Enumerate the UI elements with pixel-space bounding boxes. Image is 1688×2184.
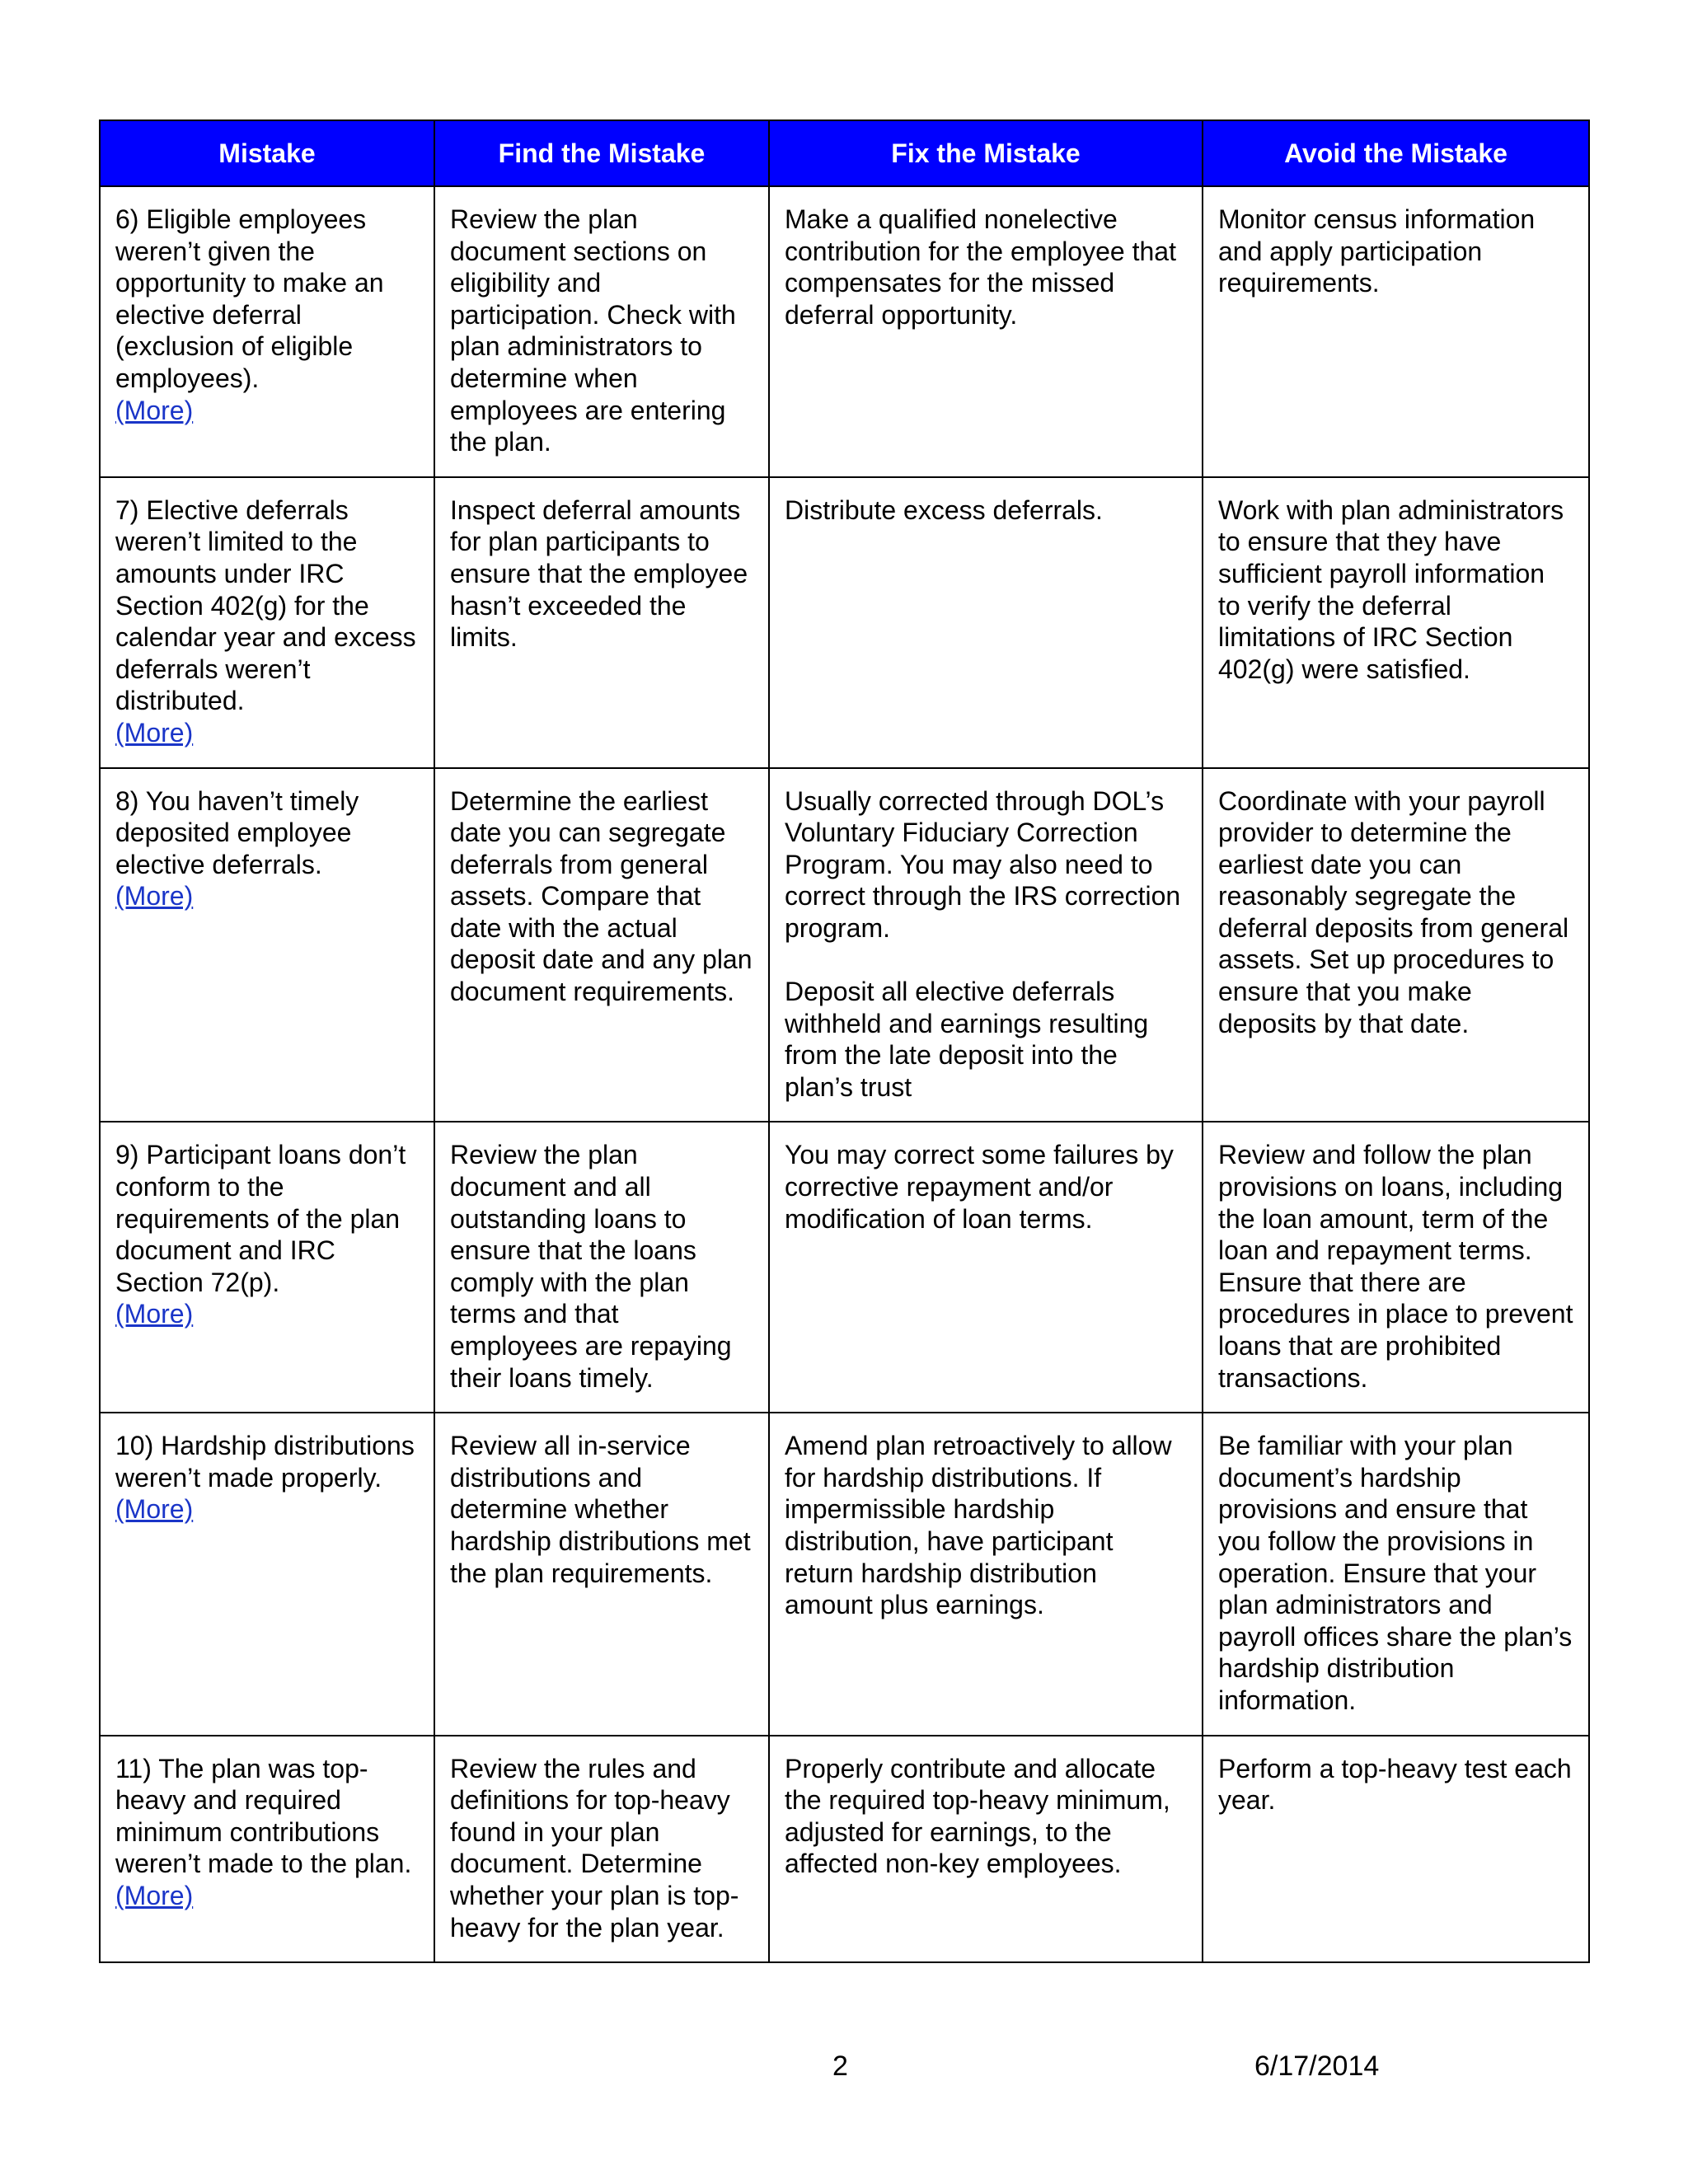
more-link[interactable]: (More) [115, 1299, 194, 1329]
avoid-text: Be familiar with your plan document’s hardship provisions and ensure that you follow the provisions in operation. Ensure that your plan administrators and payroll offices share the plan’s hardship distribution information. [1218, 1431, 1573, 1715]
footer-date: 6/17/2014 [1254, 2050, 1380, 2082]
avoid-text: Perform a top-heavy test each year. [1218, 1753, 1572, 1816]
header-avoid-the-mistake: Avoid the Mistake [1203, 120, 1589, 186]
avoid-cell [1203, 477, 1589, 768]
table-row [100, 1122, 1589, 1413]
avoid-text: Work with plan administrators to ensure that they have sufficient payroll information to verify the deferral limitations of IRC Section 402(g) were satisfied. [1218, 494, 1564, 684]
mistake-cell [100, 1413, 434, 1735]
find-text: Review the rules and definitions for top-heavy found in your plan document. Determine whether your plan is top-heavy for the plan year. [450, 1753, 739, 1943]
mistake-cell [100, 477, 434, 768]
find-cell [434, 1736, 769, 1963]
table-row [100, 186, 1589, 477]
avoid-cell [1203, 1413, 1589, 1735]
find-text: Review the plan document sections on eligibility and participation. Check with plan administrators to determine when employees are entering the plan. [450, 204, 736, 457]
table-row [100, 1413, 1589, 1735]
table-row [100, 768, 1589, 1122]
more-link[interactable]: (More) [115, 1880, 194, 1910]
more-link[interactable]: (More) [115, 395, 194, 425]
fix-text: Distribute excess deferrals. [785, 494, 1103, 525]
mistake-text: 11) The plan was top-heavy and required minimum contributions weren’t made to the plan. [115, 1753, 412, 1879]
page-number: 2 [832, 2050, 848, 2082]
avoid-cell [1203, 768, 1589, 1122]
find-text: Inspect deferral amounts for plan participants to ensure that the employee hasn’t exceeded the limits. [450, 494, 748, 653]
header-fix-the-mistake: Fix the Mistake [769, 120, 1203, 186]
fix-cell [769, 1122, 1203, 1413]
find-cell [434, 477, 769, 768]
fix-text: Deposit all elective deferrals withheld and earnings resulting from the late deposit into the plan’s trust [785, 977, 1149, 1102]
avoid-cell [1203, 186, 1589, 477]
mistake-cell [100, 1122, 434, 1413]
find-cell [434, 1122, 769, 1413]
mistake-text: 7) Elective deferrals weren’t limited to the amounts under IRC Section 402(g) for the calendar year and excess deferrals weren’t distributed. [115, 494, 416, 716]
table-header-row [100, 120, 1589, 186]
fix-cell [769, 477, 1203, 768]
avoid-cell [1203, 1736, 1589, 1963]
find-cell [434, 768, 769, 1122]
fix-text: Properly contribute and allocate the required top-heavy minimum, adjusted for earnings, to the affected non-key employees. [785, 1753, 1170, 1879]
mistake-cell [100, 768, 434, 1122]
mistakes-table [99, 120, 1590, 1963]
more-link[interactable]: (More) [115, 1494, 194, 1525]
mistake-text: 6) Eligible employees weren’t given the opportunity to make an elective deferral (exclusion of eligible employees). [115, 204, 384, 393]
avoid-text: Monitor census information and apply participation requirements. [1218, 204, 1536, 298]
fix-text: Usually corrected through DOL’s Voluntary Fiduciary Correction Program. You may also need to correct through the IRS correction program. [785, 785, 1181, 943]
table-row [100, 1736, 1589, 1963]
find-text: Review all in-service distributions and determine whether hardship distributions met the plan requirements. [450, 1431, 751, 1588]
avoid-text: Review and follow the plan provisions on loans, including the loan amount, term of the loan and repayment terms. Ensure that there are procedures in place to prevent loans that are prohibited transactions. [1218, 1140, 1573, 1393]
fix-cell [769, 1413, 1203, 1735]
more-link[interactable]: (More) [115, 881, 194, 912]
avoid-text: Coordinate with your payroll provider to determine the earliest date you can reasonably segregate the deferral deposits from general assets. Set up procedures to ensure that you make deposits by that date. [1218, 785, 1569, 1038]
find-text: Review the plan document and all outstanding loans to ensure that the loans comply with the plan terms and that employees are repaying their loans timely. [450, 1140, 732, 1393]
mistake-text: 10) Hardship distributions weren’t made properly. [115, 1431, 415, 1493]
mistake-text: 8) You haven’t timely deposited employee elective deferrals. [115, 785, 359, 879]
find-text: Determine the earliest date you can segregate deferrals from general assets. Compare that date with the actual deposit date and any plan document requirements. [450, 785, 753, 1007]
mistake-text: 9) Participant loans don’t conform to the requirements of the plan document and IRC Section 72(p). [115, 1140, 406, 1297]
mistake-cell [100, 186, 434, 477]
fix-cell [769, 186, 1203, 477]
fix-text: Amend plan retroactively to allow for hardship distributions. If impermissible hardship distribution, have participant return hardship distribution amount plus earnings. [785, 1431, 1172, 1620]
fix-text: Make a qualified nonelective contribution for the employee that compensates for the missed deferral opportunity. [785, 204, 1176, 330]
more-link[interactable]: (More) [115, 717, 194, 748]
avoid-cell [1203, 1122, 1589, 1413]
header-mistake: Mistake [100, 120, 434, 186]
find-cell [434, 1413, 769, 1735]
header-find-the-mistake: Find the Mistake [434, 120, 769, 186]
find-cell [434, 186, 769, 477]
fix-text: You may correct some failures by corrective repayment and/or modification of loan terms. [785, 1140, 1174, 1234]
fix-cell [769, 1736, 1203, 1963]
mistake-cell [100, 1736, 434, 1963]
table-row [100, 477, 1589, 768]
fix-cell [769, 768, 1203, 1122]
